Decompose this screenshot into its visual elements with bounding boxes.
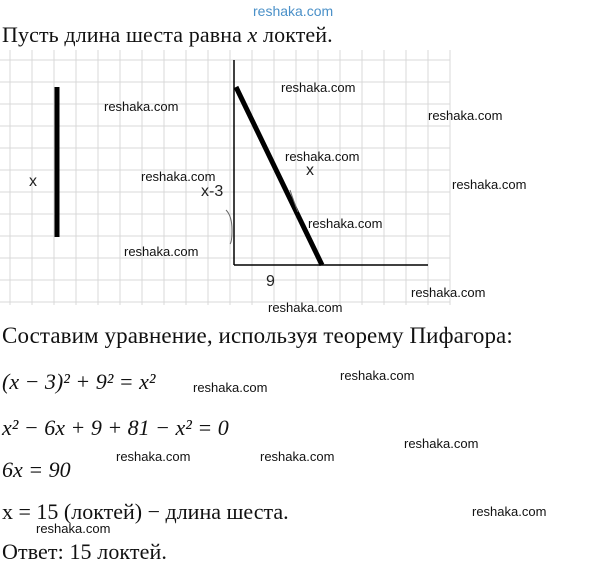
brace-vertical [226, 210, 232, 244]
watermark: reshaka.com [104, 99, 179, 114]
intro-suffix: локтей. [257, 22, 333, 47]
watermark: reshaka.com [268, 300, 343, 315]
watermark: reshaka.com [340, 368, 415, 383]
watermark: reshaka.com [428, 108, 503, 123]
watermark: reshaka.com [404, 436, 479, 451]
watermark-top: reshaka.com [253, 3, 334, 19]
equation-3: 6x = 90 [2, 457, 71, 482]
intro-variable: x [247, 22, 258, 47]
vertical-label: x-3 [201, 183, 224, 200]
grid-lines [0, 50, 450, 305]
answer-text: Ответ: 15 локтей. [2, 539, 167, 564]
equation-4: x = 15 (локтей) − длина шеста. [2, 499, 289, 524]
base-label: 9 [266, 273, 275, 290]
watermark: reshaka.com [260, 449, 335, 464]
left-pole-label: x [29, 173, 37, 190]
watermark: reshaka.com [308, 216, 383, 231]
hypotenuse-label: x [306, 162, 314, 179]
watermark: reshaka.com [285, 149, 360, 164]
watermark: reshaka.com [452, 177, 527, 192]
watermark: reshaka.com [36, 521, 111, 536]
intro-prefix: Пусть длина шеста равна [2, 22, 248, 47]
watermark: reshaka.com [124, 244, 199, 259]
watermark: reshaka.com [193, 380, 268, 395]
watermark: reshaka.com [281, 80, 356, 95]
equation-2: x² − 6x + 9 + 81 − x² = 0 [2, 415, 229, 440]
watermark: reshaka.com [141, 169, 216, 184]
intro-line [2, 23, 333, 47]
watermark: reshaka.com [116, 449, 191, 464]
instruction-text: Составим уравнение, используя теорему Пифагора: [2, 323, 513, 348]
watermark: reshaka.com [472, 504, 547, 519]
equation-1: (x − 3)² + 9² = x² [2, 369, 156, 394]
watermark: reshaka.com [411, 285, 486, 300]
